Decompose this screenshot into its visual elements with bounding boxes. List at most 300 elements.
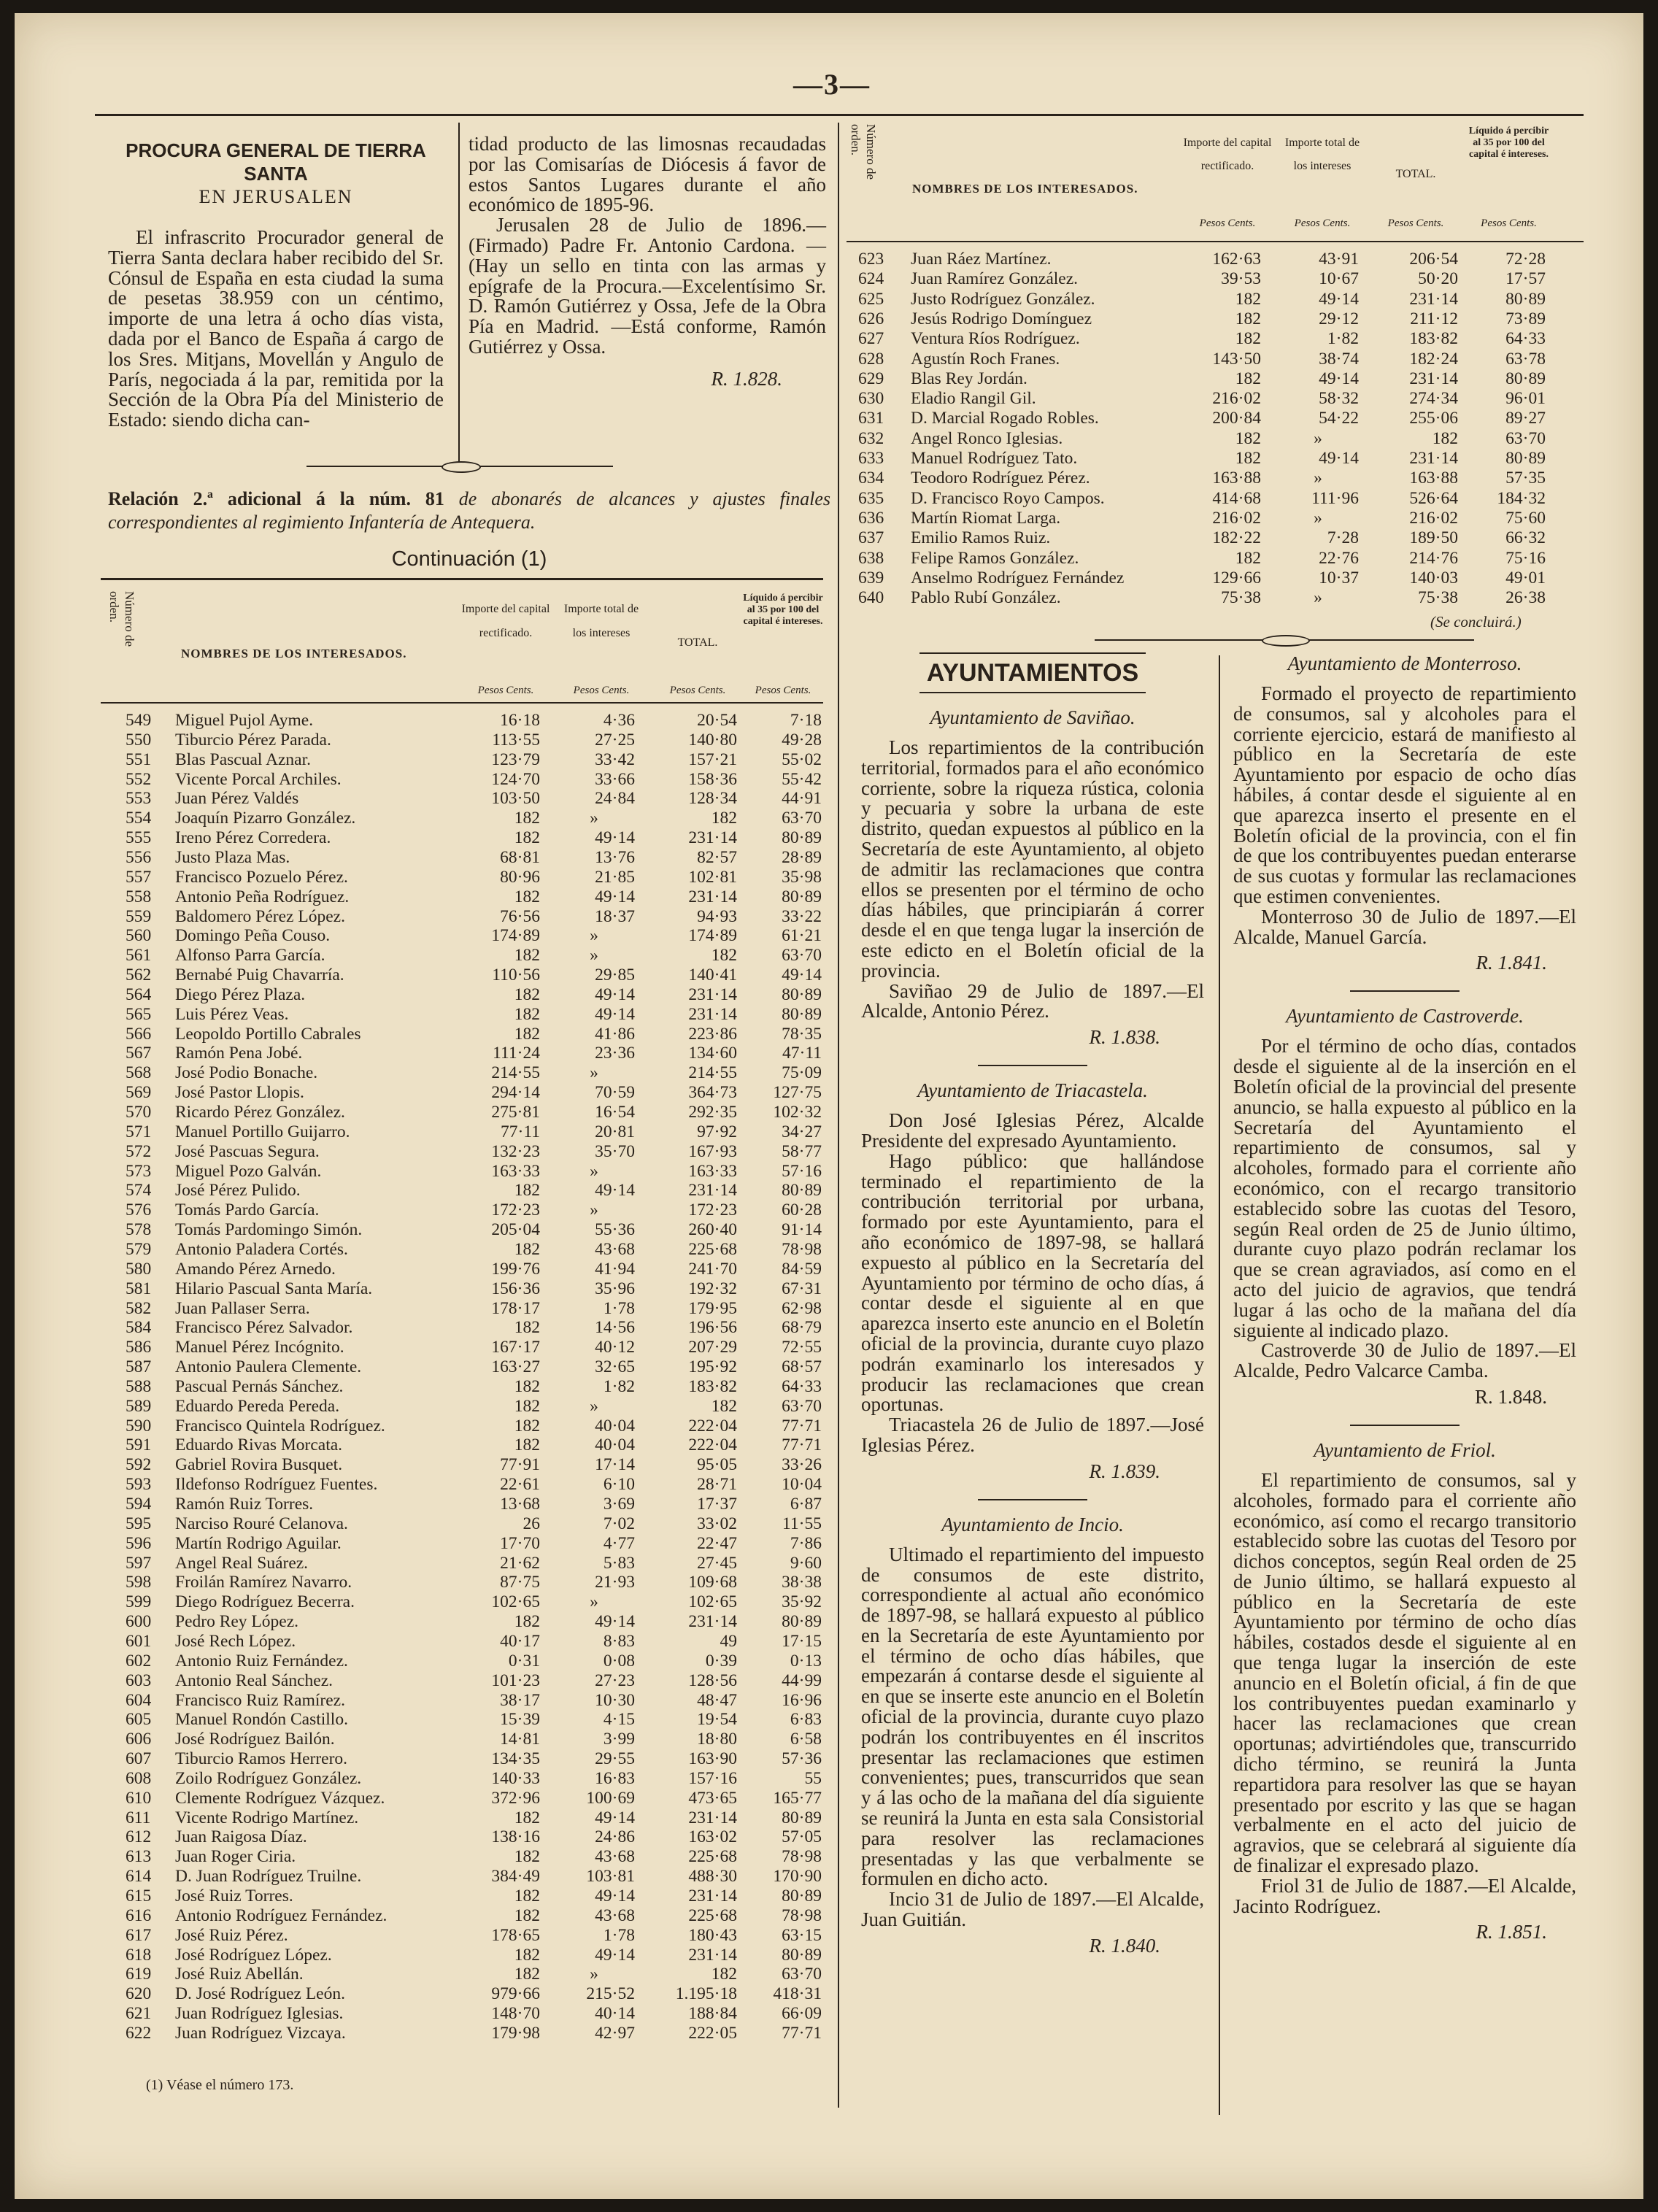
row-liquid: 66·32: [1505, 528, 1546, 548]
row-capital: 143·50: [1212, 349, 1261, 369]
row-liquid: 63·70: [1505, 428, 1546, 448]
row-number: 580: [126, 1259, 152, 1279]
row-liquid: 418·31: [773, 1984, 822, 2004]
row-total: 182: [1432, 428, 1458, 448]
table-row: [847, 489, 1584, 509]
row-capital: 216·02: [1212, 389, 1261, 409]
table-row: [101, 848, 823, 868]
row-name: José Pastor Llopis.: [175, 1083, 304, 1103]
table-row: [101, 1730, 823, 1749]
row-capital: 80·96: [500, 867, 540, 887]
row-capital: 182: [514, 1376, 540, 1396]
row-capital: 182: [1235, 289, 1261, 309]
row-liquid: 17·57: [1505, 269, 1546, 289]
table-row: [101, 711, 823, 731]
table-row: [101, 1710, 823, 1730]
row-total: 214·55: [688, 1063, 737, 1083]
row-number: 571: [126, 1122, 152, 1141]
row-name: Juan Ráez Martínez.: [911, 250, 1052, 269]
row-capital: 13·68: [500, 1495, 540, 1514]
row-total: 94·93: [697, 906, 737, 926]
col-header-liquid: Líquido á percibir al 35 por 100 del capital é intereses.: [743, 593, 823, 627]
col-header-liquid-right: Líquido á percibir al 35 por 100 del capital é intereses.: [1468, 126, 1549, 160]
row-name: Eduardo Pereda Pereda.: [175, 1396, 340, 1416]
row-liquid: 80·89: [782, 984, 822, 1004]
row-total: 18·80: [697, 1730, 737, 1749]
row-liquid: 63·78: [1505, 349, 1546, 369]
row-name: Jesús Rodrigo Domínguez: [911, 309, 1092, 328]
row-liquid: 11·55: [782, 1514, 822, 1533]
row-liquid: 33·22: [782, 906, 822, 926]
row-name: José Rodríguez López.: [175, 1945, 332, 1965]
row-liquid: 80·89: [782, 828, 822, 848]
row-number: 556: [126, 847, 152, 867]
row-number: 605: [126, 1710, 152, 1730]
row-name: Pablo Rubí González.: [911, 588, 1061, 608]
row-total: 222·05: [688, 2023, 737, 2043]
table-row: [101, 1906, 823, 1926]
row-interest: 1·82: [603, 1376, 635, 1396]
row-number: 632: [858, 428, 884, 448]
castroverde-body: Por el término de ocho días, contados desde el siguiente al de la inserción en el Boletín oficial de la provincial del presente anuncio, se halla expuesto al público en la Secretaría del Ayuntamiento el repartimiento de consumos, sal y alcoholes, formado para el corriente año económico, con el recargo transitorio establecido sobre las cuotas del Tesoro, según Real orden de 25 de Junio último, durante cuyo plazo podrán reclamar los que se crean agraviados, así como en el acto del juicio de agravios, que tendrá lugar á las ocho de la mañana del día siguiente al indicado plazo. Castroverde 30 de Julio de 1897.—El Alcalde, Pedro Valcarce Camba.: [1233, 1035, 1576, 1382]
row-interest: »: [590, 946, 598, 966]
row-interest: 103·81: [586, 1867, 635, 1887]
row-capital: 216·02: [1212, 508, 1261, 528]
row-number: 635: [858, 488, 884, 508]
row-number: 555: [126, 828, 152, 848]
row-capital: 182: [514, 1436, 540, 1455]
row-interest: 1·78: [603, 1298, 635, 1318]
row-name: Ildefonso Rodríguez Fuentes.: [175, 1475, 378, 1495]
table-row: [101, 750, 823, 770]
row-interest: 43·68: [595, 1905, 635, 1925]
row-liquid: 35·98: [782, 867, 822, 887]
row-number: 570: [126, 1103, 152, 1122]
rule-1: [978, 1065, 1087, 1066]
row-capital: 179·98: [491, 2023, 540, 2043]
row-liquid: 28·89: [782, 847, 822, 867]
row-liquid: 58·77: [782, 1141, 822, 1161]
col-header-interest: Importe total de los intereses: [563, 603, 639, 639]
table-row: [101, 1573, 823, 1592]
row-capital: 75·38: [1221, 588, 1261, 608]
table-row: [101, 1436, 823, 1455]
row-interest: 33·42: [595, 749, 635, 769]
table-row: [101, 770, 823, 790]
relacion-lead: Relación 2.ª adicional á la núm. 81: [108, 488, 444, 509]
table-row: [101, 1122, 823, 1142]
row-interest: »: [590, 1201, 598, 1220]
friol-closing: Friol 31 de Julio de 1887.—El Alcalde, Jacinto Rodríguez.: [1233, 1874, 1576, 1917]
relacion-rest: de abonarés de alcances y ajustes finales correspondientes al regimiento Infantería de Antequera.: [108, 488, 830, 533]
row-number: 588: [126, 1376, 152, 1396]
continuacion: Continuación (1): [391, 547, 547, 571]
row-interest: 43·68: [595, 1847, 635, 1867]
row-name: Eduardo Rivas Morcata.: [175, 1436, 343, 1455]
row-capital: 182: [1235, 449, 1261, 468]
row-interest: 18·37: [595, 906, 635, 926]
row-name: Alfonso Parra García.: [175, 946, 325, 966]
row-number: 595: [126, 1514, 152, 1533]
row-capital: 87·75: [500, 1573, 540, 1592]
row-capital: 14·81: [500, 1730, 540, 1749]
row-capital: 182: [514, 1318, 540, 1338]
row-capital: 39·53: [1221, 269, 1261, 289]
row-total: 17·37: [697, 1495, 737, 1514]
row-name: Luis Pérez Veas.: [175, 1004, 289, 1024]
row-number: 614: [126, 1867, 152, 1887]
col-header-num-right: Número de orden.: [849, 124, 878, 180]
row-name: Ireno Pérez Corredera.: [175, 828, 331, 848]
triacastela-title: Ayuntamiento de Triacastela.: [917, 1079, 1148, 1102]
table-row: [101, 1671, 823, 1691]
table-row: [101, 1455, 823, 1475]
row-total: 211·12: [1410, 309, 1458, 328]
table-row: [847, 250, 1584, 269]
procura-subtitle: EN JERUSALEN: [198, 186, 353, 207]
row-liquid: 68·57: [782, 1357, 822, 1377]
incio-closing: Incio 31 de Julio de 1897.—El Alcalde, Juan Guitián.: [861, 1888, 1204, 1931]
table-row: [101, 1965, 823, 1984]
row-interest: 49·14: [1319, 289, 1359, 309]
table-row: [101, 966, 823, 985]
row-number: 638: [858, 548, 884, 568]
row-total: 167·93: [688, 1141, 737, 1161]
row-interest: 32·65: [595, 1357, 635, 1377]
row-name: Manuel Rondón Castillo.: [175, 1710, 348, 1730]
row-total: 183·82: [688, 1376, 737, 1396]
table-left-top-rule: [101, 578, 823, 580]
row-total: 140·03: [1409, 568, 1458, 587]
row-capital: 15·39: [500, 1710, 540, 1730]
row-capital: 182: [514, 1416, 540, 1436]
row-total: 225·68: [688, 1905, 737, 1925]
row-capital: 76·56: [500, 906, 540, 926]
row-number: 587: [126, 1357, 152, 1377]
friol-ref: R. 1.851.: [1476, 1921, 1547, 1943]
table-row: [101, 1632, 823, 1652]
row-name: Tomás Pardomingo Simón.: [175, 1220, 363, 1240]
row-liquid: 63·70: [782, 809, 822, 828]
row-interest: 13·76: [595, 847, 635, 867]
table-row: [101, 1083, 823, 1103]
row-name: Juan Roger Ciria.: [175, 1847, 296, 1867]
row-total: 134·60: [688, 1044, 737, 1063]
row-liquid: 165·77: [773, 1788, 822, 1808]
row-number: 584: [126, 1318, 152, 1338]
row-interest: 40·14: [595, 2004, 635, 2024]
row-name: Pedro Rey López.: [175, 1612, 299, 1632]
row-capital: 294·14: [491, 1083, 540, 1103]
row-number: 627: [858, 329, 884, 349]
row-number: 636: [858, 508, 884, 528]
row-total: 128·34: [688, 789, 737, 809]
row-liquid: 75·09: [782, 1063, 822, 1083]
row-capital: 113·55: [492, 730, 540, 749]
row-interest: »: [1314, 428, 1322, 448]
row-capital: 182: [1235, 309, 1261, 328]
row-name: Martín Riomat Larga.: [911, 508, 1061, 528]
row-total: 163·88: [1409, 469, 1458, 488]
table-row: [101, 1417, 823, 1436]
row-capital: 38·17: [500, 1690, 540, 1710]
row-name: Juan Pérez Valdés: [175, 789, 299, 809]
row-capital: 178·65: [491, 1925, 540, 1945]
row-liquid: 75·16: [1505, 548, 1546, 568]
row-total: 158·36: [688, 769, 737, 789]
row-total: 50·20: [1418, 269, 1458, 289]
row-number: 606: [126, 1730, 152, 1749]
row-capital: 148·70: [491, 2004, 540, 2024]
row-total: 20·54: [697, 711, 737, 730]
row-capital: 111·24: [493, 1044, 540, 1063]
row-interest: 43·91: [1319, 250, 1359, 269]
row-total: 182: [711, 1396, 737, 1416]
row-name: Zoilo Rodríguez González.: [175, 1768, 362, 1788]
table-row: [847, 449, 1584, 469]
row-total: 182: [711, 1965, 737, 1984]
row-name: Ricardo Pérez González.: [175, 1103, 345, 1122]
row-capital: 172·23: [491, 1201, 540, 1220]
table-row: [101, 1162, 823, 1182]
row-number: 612: [126, 1827, 152, 1847]
row-interest: 5·83: [603, 1553, 635, 1573]
row-interest: 33·66: [595, 769, 635, 789]
row-name: Juan Raigosa Díaz.: [175, 1827, 307, 1847]
table-row: [101, 1789, 823, 1808]
rule-2: [978, 1499, 1087, 1500]
row-number: 596: [126, 1533, 152, 1553]
unit-liquid: Pesos Cents.: [755, 685, 811, 696]
footnote: (1) Véase el número 173.: [146, 2077, 294, 2093]
row-number: 602: [126, 1651, 152, 1670]
row-interest: 40·04: [595, 1416, 635, 1436]
table-left-header-rule: [101, 702, 823, 704]
row-interest: 1·82: [1327, 329, 1359, 349]
row-number: 559: [126, 906, 152, 926]
row-liquid: 170·90: [773, 1867, 822, 1887]
table-row: [847, 350, 1584, 369]
row-interest: 49·14: [595, 1945, 635, 1965]
row-capital: 167·17: [491, 1338, 540, 1357]
row-liquid: 72·55: [782, 1338, 822, 1357]
row-capital: 68·81: [500, 847, 540, 867]
row-interest: 27·25: [595, 730, 635, 749]
table-row: [101, 985, 823, 1005]
col-header-names: NOMBRES DE LOS INTERESADOS.: [181, 647, 407, 660]
row-liquid: 57·16: [782, 1161, 822, 1181]
row-total: 163·33: [688, 1161, 737, 1181]
row-capital: 26: [523, 1514, 540, 1533]
row-total: 192·32: [688, 1279, 737, 1298]
row-number: 629: [858, 369, 884, 388]
table-row: [101, 1612, 823, 1632]
table-row: [101, 731, 823, 750]
table-row: [101, 926, 823, 946]
row-interest: 3·69: [603, 1495, 635, 1514]
table-row: [101, 1103, 823, 1122]
row-capital: 182: [514, 809, 540, 828]
row-liquid: 80·89: [782, 887, 822, 906]
row-number: 626: [858, 309, 884, 328]
row-interest: 49·14: [595, 1612, 635, 1632]
row-liquid: 80·89: [1505, 369, 1546, 388]
table-row: [101, 1240, 823, 1260]
row-capital: 77·11: [501, 1122, 540, 1141]
table-row: [101, 1063, 823, 1083]
row-liquid: 96·01: [1505, 389, 1546, 409]
row-name: Juan Ramírez González.: [911, 269, 1079, 289]
row-total: 48·47: [697, 1690, 737, 1710]
row-number: 562: [126, 966, 152, 985]
ornament-divider: [306, 461, 613, 471]
row-interest: 24·84: [595, 789, 635, 809]
ayuntamientos-heading: AYUNTAMIENTOS: [919, 652, 1146, 693]
row-number: 568: [126, 1063, 152, 1083]
row-total: 75·38: [1418, 588, 1458, 608]
row-number: 616: [126, 1905, 152, 1925]
row-interest: 21·85: [595, 867, 635, 887]
monterroso-title: Ayuntamiento de Monterroso.: [1287, 652, 1522, 674]
row-interest: »: [590, 1161, 598, 1181]
row-number: 550: [126, 730, 152, 749]
row-name: Francisco Quintela Rodríguez.: [175, 1416, 385, 1436]
col-header-total-right: TOTAL.: [1395, 168, 1436, 180]
row-capital: 103·50: [491, 789, 540, 809]
row-name: Miguel Pozo Galván.: [175, 1161, 322, 1181]
row-liquid: 6·83: [790, 1710, 822, 1730]
row-name: Manuel Portillo Guijarro.: [175, 1122, 350, 1141]
table-row: [847, 290, 1584, 309]
row-total: 231·14: [1409, 289, 1458, 309]
row-name: Tiburcio Pérez Parada.: [175, 730, 331, 749]
row-liquid: 80·89: [1505, 449, 1546, 468]
table-row: [101, 1691, 823, 1711]
row-name: Francisco Pozuelo Pérez.: [175, 867, 348, 887]
row-number: 622: [126, 2023, 152, 2043]
row-total: 128·56: [688, 1670, 737, 1690]
row-liquid: 102·32: [773, 1103, 822, 1122]
row-liquid: 60·28: [782, 1201, 822, 1220]
row-capital: 182: [514, 1808, 540, 1827]
row-interest: 16·54: [595, 1103, 635, 1122]
row-number: 561: [126, 946, 152, 966]
row-capital: 163·27: [491, 1357, 540, 1377]
row-name: Antonio Paladera Cortés.: [175, 1239, 348, 1259]
table-row: [101, 868, 823, 887]
row-name: Leopoldo Portillo Cabrales: [175, 1024, 361, 1044]
row-total: 231·14: [688, 984, 737, 1004]
table-row: [101, 1827, 823, 1847]
row-number: 560: [126, 926, 152, 946]
row-interest: 49·14: [595, 1808, 635, 1827]
row-total: 179·95: [688, 1298, 737, 1318]
row-name: Teodoro Rodríguez Pérez.: [911, 469, 1090, 488]
row-total: 231·14: [1409, 449, 1458, 468]
row-name: D. Juan Rodríguez Truilne.: [175, 1867, 362, 1887]
row-total: 33·02: [697, 1514, 737, 1533]
row-liquid: 80·89: [782, 1945, 822, 1965]
table-row: [847, 429, 1584, 449]
table-left-header: [101, 584, 823, 701]
table-row: [101, 1808, 823, 1828]
row-interest: 7·02: [603, 1514, 635, 1533]
row-name: Ramón Pena Jobé.: [175, 1044, 303, 1063]
table-row: [101, 1260, 823, 1279]
row-number: 582: [126, 1298, 152, 1318]
triacastela-ref: R. 1.839.: [1089, 1460, 1160, 1482]
table-row: [101, 1025, 823, 1044]
table-row: [847, 549, 1584, 569]
row-name: Tiburcio Ramos Herrero.: [175, 1749, 348, 1769]
row-total: 163·02: [688, 1827, 737, 1847]
row-name: Ramón Ruiz Torres.: [175, 1495, 314, 1514]
row-number: 553: [126, 789, 152, 809]
row-liquid: 80·89: [782, 1181, 822, 1201]
row-capital: 22·61: [500, 1475, 540, 1495]
row-interest: 40·12: [595, 1338, 635, 1357]
row-capital: 182·22: [1212, 528, 1261, 548]
table-row: [101, 907, 823, 927]
row-capital: 140·33: [491, 1768, 540, 1788]
row-capital: 182: [514, 1181, 540, 1201]
row-total: 231·14: [688, 1612, 737, 1632]
row-capital: 132·23: [491, 1141, 540, 1161]
row-name: Pascual Pernás Sánchez.: [175, 1376, 344, 1396]
row-liquid: 78·98: [782, 1847, 822, 1867]
row-name: Antonio Ruiz Fernández.: [175, 1651, 348, 1670]
table-row: [847, 369, 1584, 389]
row-name: D. Francisco Royo Campos.: [911, 488, 1105, 508]
row-liquid: 57·05: [782, 1827, 822, 1847]
row-number: 608: [126, 1768, 152, 1788]
row-number: 601: [126, 1631, 152, 1651]
unit-capital-right: Pesos Cents.: [1199, 217, 1256, 229]
incio-body: Ultimado el repartimiento del impuesto de consumos de este distrito, correspondiente al actual año económico de 1897-98, se hallará expuesto al público en la Secretaría de este Ayuntamiento por el término de ocho días hábiles, que empezarán á contarse desde el siguiente al en que se inserte este anuncio en el Boletín oficial de la provincia, durante cuyo plazo podrán los contribuyentes en él inscritos presentar las reclamaciones que estimen convenientes; pues, transcurridos que sean y á las ocho de la mañana del día siguiente se reunirá la Junta en esta sala Consistorial para resolver las reclamaciones presentadas y las que verbalmente se formulen en dicho acto. Incio 31 de Julio de 1897.—El Alcalde, Juan Guitián.: [861, 1543, 1204, 1931]
row-interest: 29·12: [1319, 309, 1359, 328]
row-capital: 275·81: [491, 1103, 540, 1122]
row-capital: 182: [514, 1396, 540, 1416]
row-name: Juan Pallaser Serra.: [175, 1298, 310, 1318]
table-row: [101, 1495, 823, 1514]
row-interest: 58·32: [1319, 389, 1359, 409]
row-total: 102·81: [688, 867, 737, 887]
row-liquid: 63·70: [782, 1965, 822, 1984]
row-liquid: 80·89: [782, 1887, 822, 1905]
row-capital: 182: [514, 1847, 540, 1867]
row-capital: 182: [514, 984, 540, 1004]
row-capital: 163·88: [1212, 469, 1261, 488]
table-row: [847, 509, 1584, 528]
row-interest: 4·15: [603, 1710, 635, 1730]
row-capital: 40·17: [500, 1631, 540, 1651]
row-interest: 49·14: [1319, 449, 1359, 468]
row-number: 558: [126, 887, 152, 906]
incio-ref: R. 1.840.: [1089, 1934, 1160, 1957]
row-number: 607: [126, 1749, 152, 1769]
row-total: 28·71: [697, 1475, 737, 1495]
row-liquid: 47·11: [782, 1044, 822, 1063]
row-name: Manuel Pérez Incógnito.: [175, 1338, 344, 1357]
triacastela-closing: Triacastela 26 de Julio de 1897.—José Iglesias Pérez.: [861, 1414, 1204, 1456]
table-row: [101, 1357, 823, 1377]
row-total: 292·35: [688, 1103, 737, 1122]
table-row: [101, 1887, 823, 1906]
table-row: [101, 1318, 823, 1338]
row-interest: 16·83: [595, 1768, 635, 1788]
row-capital: 372·96: [491, 1788, 540, 1808]
column-divider-left: [838, 123, 839, 2108]
